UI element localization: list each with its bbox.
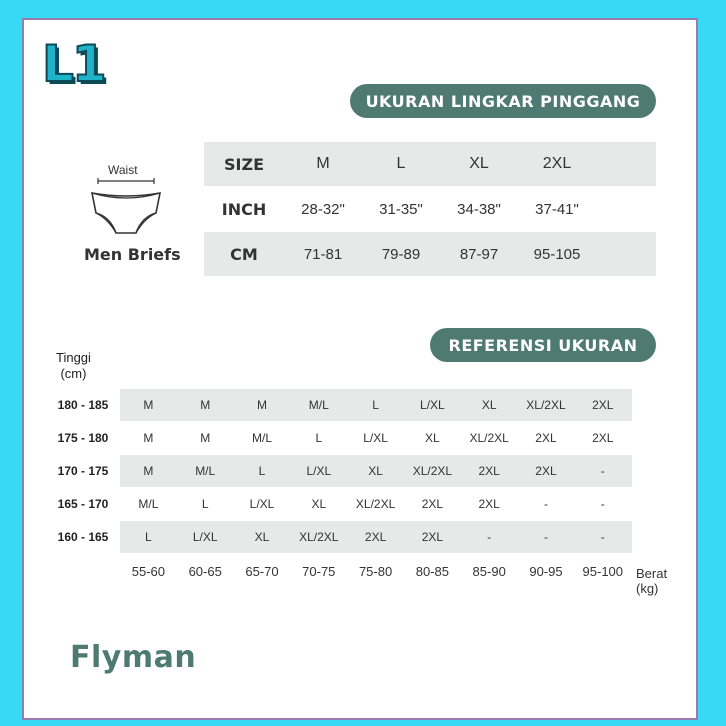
size-cell: - bbox=[543, 530, 548, 544]
size-cell: M/L bbox=[308, 398, 329, 412]
cm-row bbox=[204, 232, 656, 276]
waist-size-title: UKURAN LINGKAR PINGGANG bbox=[350, 84, 656, 118]
weight-range: 80-85 bbox=[415, 564, 449, 579]
inch-cell: 34-38" bbox=[457, 200, 501, 218]
size-cell: - bbox=[487, 530, 492, 544]
table-row bbox=[46, 389, 632, 421]
briefs-icon bbox=[84, 177, 168, 239]
size-cell: M/L bbox=[138, 497, 159, 511]
size-cell: 2XL bbox=[535, 464, 557, 478]
size-cell: L/XL bbox=[192, 530, 218, 544]
size-cell: XL bbox=[368, 464, 383, 478]
height-unit: (cm) bbox=[60, 366, 87, 381]
size-cell: M bbox=[143, 464, 154, 478]
weight-range: 65-70 bbox=[245, 564, 279, 579]
height-axis-label bbox=[56, 350, 91, 382]
size-chart-card bbox=[22, 18, 698, 720]
height-label: Tinggi bbox=[56, 350, 91, 365]
inch-label: INCH bbox=[221, 199, 267, 219]
size-cell: XL bbox=[254, 530, 270, 544]
weight-range: 85-90 bbox=[472, 564, 506, 579]
size-cell: L bbox=[396, 155, 406, 172]
size-cell: 2XL bbox=[592, 398, 614, 412]
table-row bbox=[46, 455, 632, 487]
size-cell: 2XL bbox=[421, 530, 444, 544]
size-cell: L bbox=[201, 497, 209, 511]
size-cell: XL/2XL bbox=[299, 530, 339, 544]
size-cell: L bbox=[145, 530, 152, 544]
size-cell: - bbox=[600, 464, 605, 478]
size-cell: M bbox=[200, 398, 211, 412]
weight-axis-label bbox=[636, 566, 667, 596]
size-cell: M/L bbox=[195, 464, 216, 478]
inch-cell: 31-35" bbox=[379, 200, 423, 218]
height-range: 165 - 170 bbox=[57, 497, 109, 511]
weight-range: 75-80 bbox=[358, 564, 393, 579]
inch-cell: 28-32" bbox=[301, 200, 345, 218]
brand-logo: Flyman bbox=[70, 640, 197, 675]
cm-cell: 79-89 bbox=[381, 245, 421, 263]
weight-unit: (kg) bbox=[636, 581, 659, 596]
weight-range: 90-95 bbox=[529, 564, 563, 579]
waist-size-table bbox=[204, 142, 656, 277]
cm-cell: 71-81 bbox=[303, 245, 343, 263]
size-cell: XL/2XL bbox=[469, 431, 509, 445]
size-cell: L/XL bbox=[249, 497, 275, 511]
size-cell: 2XL bbox=[478, 464, 500, 478]
size-cell: XL/2XL bbox=[355, 497, 396, 511]
size-cell: M bbox=[143, 431, 154, 445]
size-cell: L bbox=[258, 464, 266, 478]
weight-axis bbox=[120, 564, 631, 579]
size-cell: L/XL bbox=[363, 431, 388, 445]
size-header-label: SIZE bbox=[223, 154, 264, 174]
cm-cell: 87-97 bbox=[459, 245, 499, 263]
size-cell: XL bbox=[425, 431, 440, 445]
size-cell: L/XL bbox=[420, 398, 445, 412]
table-row bbox=[46, 488, 632, 520]
size-reference-title: REFERENSI UKURAN bbox=[430, 328, 656, 362]
inch-cell: 37-41" bbox=[535, 200, 579, 218]
size-cell: 2XL bbox=[542, 155, 572, 172]
size-cell: XL bbox=[469, 155, 489, 172]
height-range: 180 - 185 bbox=[57, 398, 109, 412]
size-row bbox=[204, 142, 656, 186]
table-row bbox=[46, 422, 632, 454]
size-cell: 2XL bbox=[421, 497, 444, 511]
size-reference-table bbox=[46, 389, 632, 554]
size-cell: - bbox=[600, 530, 605, 544]
size-cell: M bbox=[200, 431, 211, 445]
size-cell: L/XL bbox=[306, 464, 332, 478]
size-cell: M bbox=[316, 155, 330, 172]
weight-range: 55-60 bbox=[131, 564, 166, 579]
table-row bbox=[46, 521, 632, 553]
size-cell: 2XL bbox=[478, 497, 500, 511]
l1-logo: L1 bbox=[42, 35, 105, 93]
size-cell: L bbox=[315, 431, 323, 445]
product-name: Men Briefs bbox=[84, 245, 181, 264]
cm-cell: 95-105 bbox=[533, 245, 581, 263]
weight-label: Berat bbox=[636, 566, 668, 581]
size-cell: - bbox=[543, 497, 548, 511]
weight-range: 95-100 bbox=[582, 564, 624, 579]
size-cell: XL bbox=[481, 398, 497, 412]
size-cell: XL/2XL bbox=[412, 464, 453, 478]
weight-range: 60-65 bbox=[188, 564, 222, 579]
size-cell: 2XL bbox=[592, 431, 614, 445]
height-range: 170 - 175 bbox=[57, 464, 109, 478]
height-range: 160 - 165 bbox=[57, 530, 109, 544]
weight-range: 70-75 bbox=[302, 564, 336, 579]
size-cell: M bbox=[143, 398, 154, 412]
size-cell: XL/2XL bbox=[526, 398, 566, 412]
size-cell: - bbox=[600, 497, 605, 511]
size-cell: M bbox=[256, 398, 267, 412]
size-cell: 2XL bbox=[535, 431, 557, 445]
inch-row bbox=[204, 187, 656, 231]
cm-label: CM bbox=[230, 244, 258, 264]
size-cell: 2XL bbox=[364, 530, 387, 544]
waist-label: Waist bbox=[108, 163, 138, 177]
size-cell: L bbox=[372, 398, 379, 412]
size-cell: XL bbox=[311, 497, 327, 511]
height-range: 175 - 180 bbox=[57, 431, 109, 445]
size-cell: M/L bbox=[251, 431, 272, 445]
